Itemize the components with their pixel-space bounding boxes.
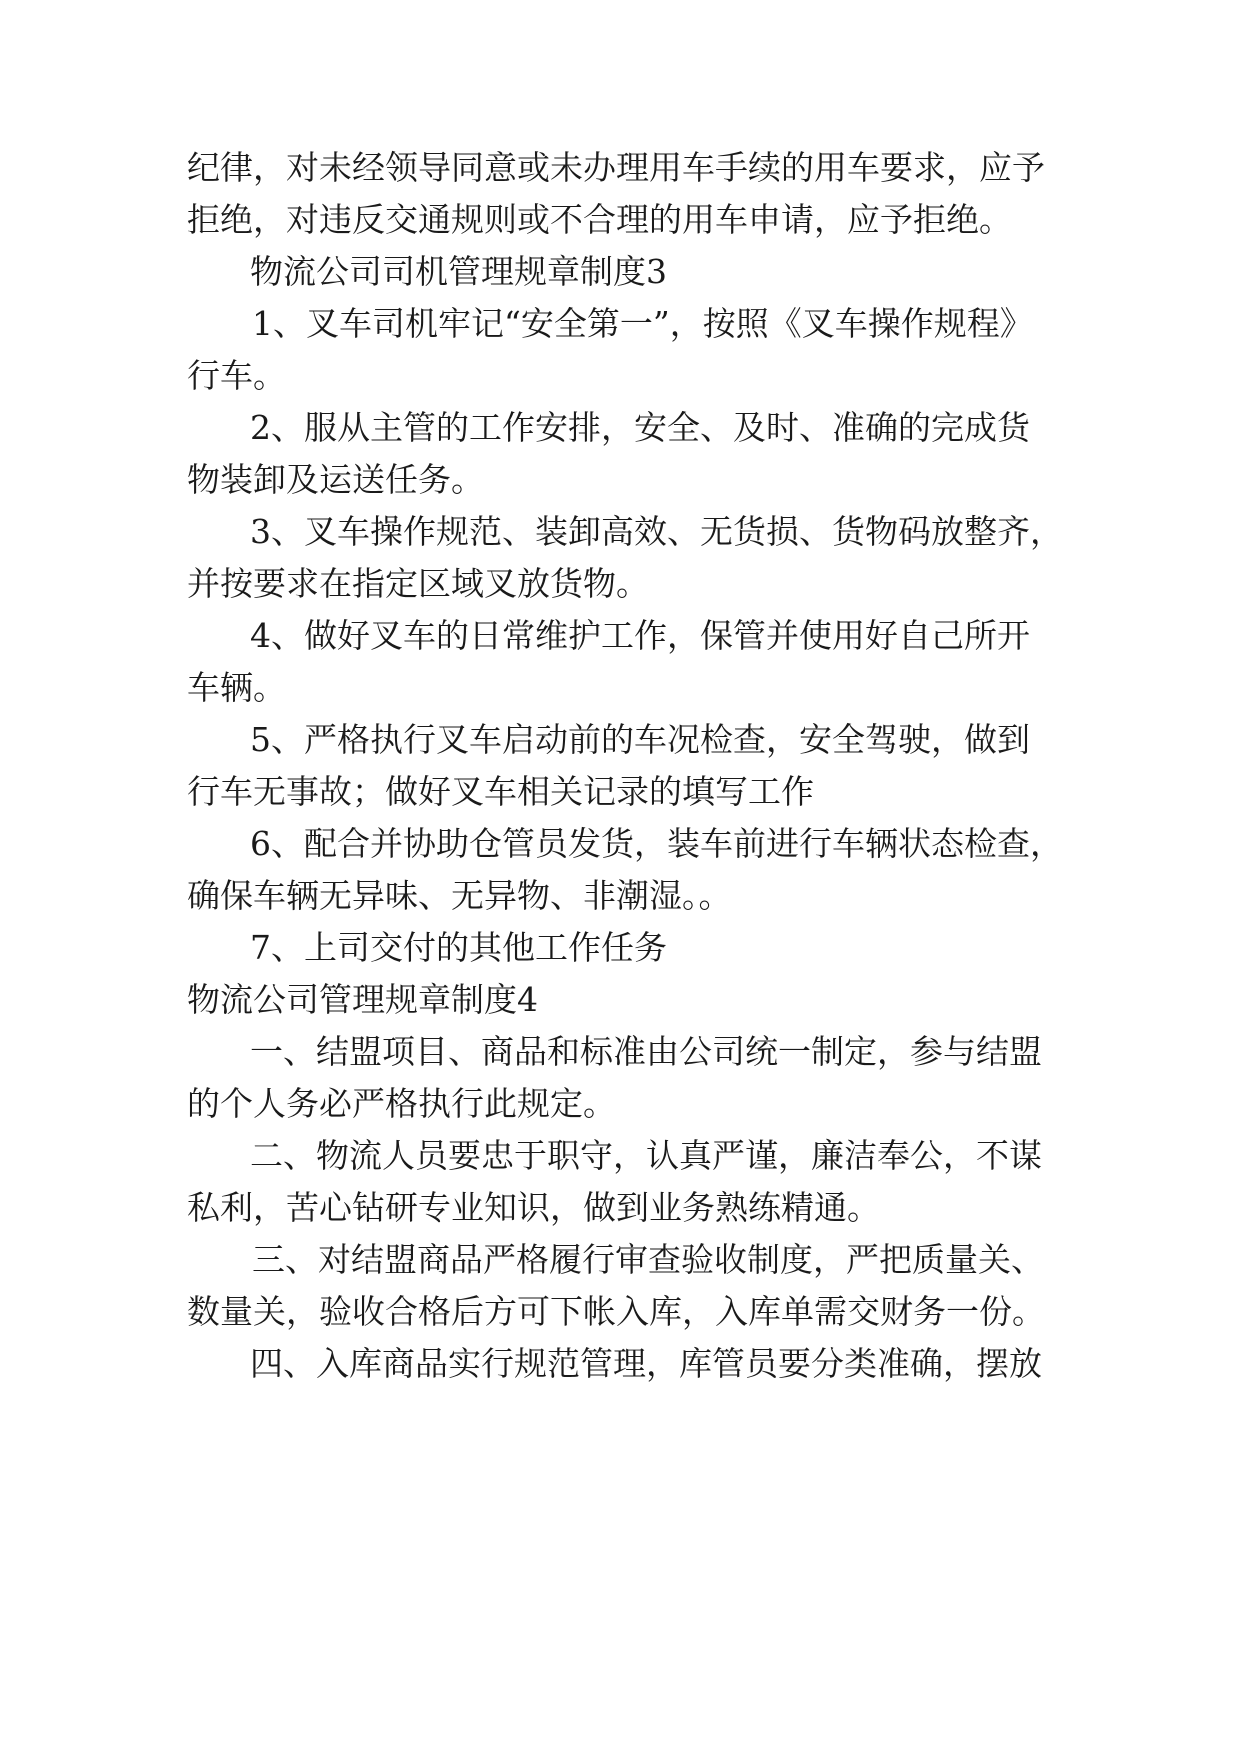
- text-line: 的个人务必严格执行此规定。: [187, 1084, 616, 1123]
- section-heading: 物流公司司机管理规章制度3: [250, 252, 667, 291]
- text-line: 并按要求在指定区域叉放货物。: [187, 564, 649, 603]
- text-line: 行车无事故；做好叉车相关记录的填写工作: [187, 772, 814, 811]
- text-line: 二、物流人员要忠于职守，认真严谨，廉洁奉公，不谋: [250, 1136, 1042, 1175]
- text-line: 确保车辆无异味、无异物、非潮湿。。: [187, 876, 732, 915]
- text-line: 5、严格执行叉车启动前的车况检查，安全驾驶，做到: [250, 720, 1030, 759]
- text-line: 1、叉车司机牢记“安全第一”，按照《叉车操作规程》: [252, 304, 1033, 343]
- text-line: 拒绝，对违反交通规则或不合理的用车申请，应予拒绝。: [187, 200, 1012, 239]
- text-line: 纪律，对未经领导同意或未办理用车手续的用车要求，应予: [187, 148, 1045, 187]
- text-line: 4、做好叉车的日常维护工作，保管并使用好自己所开: [250, 616, 1030, 655]
- text-line: 6、配合并协助仓管员发货，装车前进行车辆状态检查，: [250, 824, 1063, 863]
- text-line: 车辆。: [187, 668, 286, 707]
- text-line: 2、服从主管的工作安排，安全、及时、准确的完成货: [250, 408, 1030, 447]
- text-line: 三、对结盟商品严格履行审查验收制度，严把质量关、: [252, 1240, 1044, 1279]
- text-line: 数量关，验收合格后方可下帐入库，入库单需交财务一份。: [187, 1292, 1045, 1331]
- text-line: 四、入库商品实行规范管理，库管员要分类准确，摆放: [250, 1344, 1042, 1383]
- text-line: 3、叉车操作规范、装卸高效、无货损、货物码放整齐，: [250, 512, 1063, 551]
- text-line: 一、结盟项目、商品和标准由公司统一制定，参与结盟: [250, 1032, 1042, 1071]
- section-heading: 物流公司管理规章制度4: [187, 980, 538, 1019]
- text-line: 物装卸及运送任务。: [187, 460, 484, 499]
- text-line: 行车。: [187, 356, 286, 395]
- text-line: 7、上司交付的其他工作任务: [250, 928, 667, 967]
- text-line: 私利，苦心钻研专业知识，做到业务熟练精通。: [187, 1188, 880, 1227]
